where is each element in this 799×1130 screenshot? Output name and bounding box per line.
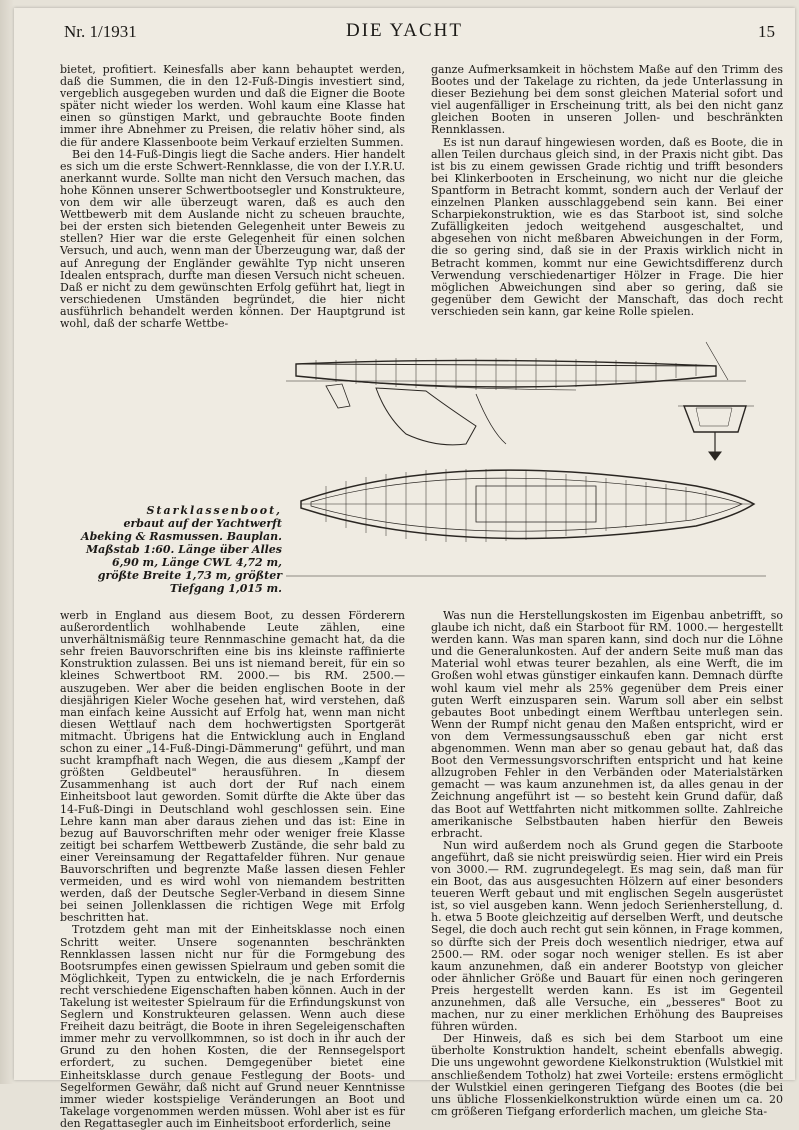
magazine-page — [14, 8, 795, 1130]
column-top-left — [60, 63, 405, 330]
magazine-title: DIE YACHT — [345, 20, 464, 41]
figure-caption — [72, 504, 282, 595]
column-top-right — [431, 64, 783, 336]
paragraph: Nun wird außerdem noch als Grund gegen die Starboote angeführt, daß sie nicht preiswürdig seien. Hier wird ein Preis von 3000.— RM. zugrundegelegt. Es mag sein, daß man für ein Boot, das aus ausgesuchten Hölzern auf einer besonders teueren Werft gebaut und mit englischen Segeln ausgerüstet ist, so viel ausgeben kann. Wenn jedoch Serienherstellung, d. h. etwa 5 Boote gleichzeitig auf derselben Werft, und deutsche Segel, die doch auch recht gut sein können, in Frage kommen, so dürfte sich der Preis doch wesentlich niedriger, etwa auf 2500.— RM. oder sogar noch weniger stellen. Es ist aber kaum anzunehmen, daß ein anderer Bootstyp von gleicher oder ähnlicher Größe und Bauart für einen noch geringeren Preis hergestellt werden kann. Es ist im Gegenteil anzunehmen, daß alle Versuche, ein „besseres" Boot zu machen, nur zu einer merklichen Erhöhung des Baupreises führen würden. — [431, 838, 783, 1034]
caption-title: Starklassenboot, — [146, 504, 282, 517]
paragraph: Trotzdem geht man mit der Einheitsklasse noch einen Schritt weiter. Unsere sogenannten beschränkten Rennklassen lassen nicht nur für die Formgebung des Bootsrumpfes einen gewissen Spielraum und geben somit die Möglichkeit, Typen zu entwickeln, die je nach Erfordernis recht verschiedene Eigenschaften haben können. Auch in der Takelung ist weitester Spielraum für die Erfindungskunst von Seglern und Konstrukteuren gelassen. Wenn auch diese Freiheit dazu beiträgt, die Boote in ihren Segeleigenschaften immer mehr zu vervollkommnen, so ist doch in ihr auch der Grund zu den hohen Kosten, die der Rennsegelsport erfordert, zu suchen. Demgegenüber bietet eine Einheitsklasse durch genaue Festlegung der Boots- und Segelformen Gewähr, daß nicht auf Grund neuer Kenntnisse immer wieder kostspielige Veränderungen an Boot und Takelage vorgenommen werden müssen. Wohl aber ist es für den Regattasegler auch im Einheitsboot erforderlich, seine — [60, 923, 405, 1130]
caption-text: erbaut auf der Yachtwerft Abeking & Rasmussen. Bauplan. Maßstab 1:60. Länge über Alles 6,90 m, Länge CWL 4,72 m, größte Breite 1,73 m, größter Tiefgang 1,015 m. — [81, 517, 282, 595]
issue-number: Nr. 1/1931 — [64, 22, 137, 41]
paragraph: Was nun die Herstellungskosten im Eigenbau anbetrifft, so glaube ich nicht, daß ein Starboot für RM. 1000.— hergestellt werden kann. Was man sparen kann, sind doch nur die Löhne und die Generalunkosten. Auf der andern Seite muß man das Material wohl etwas teurer bezahlen, als eine Werft, die im Großen wohl etwas günstiger einkaufen kann. Demnach dürfte wohl kaum viel mehr als 25% gegenüber dem Preis einer guten Werft einzusparen sein. Warum soll aber ein selbst gebautes Boot unbedingt einem Werftbau unterlegen sein. Wenn der Rumpf nicht genau den Maßen entspricht, wird er von dem Vermessungsausschuß eben gar nicht erst abgenommen. Wenn man aber so genau gebaut hat, daß das Boot den Vermessungsvorschriften entspricht und hat keine allzugroben Fehler in den Verbänden oder Materialstärken gemacht — was kaum anzunehmen ist, da alles genau in der Zeichnung angeführt ist — so besteht kein Grund dafür, daß das Boot auf Wettfahrten nicht mitkommen sollte. Zahlreiche amerikanische Selbstbauten haben hierfür den Beweis erbracht. — [431, 609, 783, 840]
column-bottom-left — [60, 609, 405, 1130]
scan-edge — [0, 0, 14, 1084]
deck-plan-drawing — [286, 469, 766, 576]
paragraph: Es ist nun darauf hingewiesen worden, daß es Boote, die in allen Teilen durchaus gleich sind, in der Praxis nicht gibt. Das ist bis zu einem gewissen Grade richtig und trifft besonders bei Klinkerbooten in Erscheinung, wo nicht nur die gleiche Spantform in Betracht kommt, sondern auch der Verlauf der einzelnen Planken ausschlaggebend sein kann. Bei einer Scharpiekonstruktion, wie es das Starboot ist, sind solche Zufälligkeiten jedoch weitgehend ausgeschaltet, und abgesehen von nicht meßbaren Abweichungen in der Form, die so gering sind, daß sie in der Praxis wirklich nicht in Betracht kommen, kommt nur eine Gewichtsdifferenz durch Verwendung verschiedenartiger Hölzer in Frage. Die hier möglichen Abweichungen sind aber so gering, daß sie gegenüber dem Gewicht der Manschaft, das doch recht verschieden sein kann, gar keine Rolle spielen. — [431, 135, 783, 318]
column-bottom-right — [431, 609, 783, 1118]
cross-section-drawing — [678, 406, 754, 460]
paragraph: ganze Aufmerksamkeit in höchstem Maße auf den Trimm des Bootes und der Takelage zu richten, da jede Unterlassung in dieser Beziehung bei dem sonst gleichen Material sofort und viel augenfälliger in Erscheinung tritt, als bei den nicht ganz gleichen Booten in unseren Jollen- und beschränkten Rennklassen. — [431, 63, 783, 137]
page-number: 15 — [758, 22, 775, 41]
boat-plan-figure — [276, 336, 781, 606]
paragraph: Der Hinweis, daß es sich bei dem Starboot um eine überholte Konstruktion handelt, scheint ebenfalls abwegig. Die uns ungewohnt gewordene Kielkonstruktion (Wulstkiel mit anschließendem Totholz) hat zwei Vorteile: erstens ermöglicht der Wulstkiel einen geringeren Tiefgang des Bootes (die bei uns übliche Flossenkielkonstruktion würde einen um ca. 20 cm größeren Tiefgang erforderlich machen, um gleiche Sta- — [431, 1032, 783, 1118]
side-profile-drawing — [286, 342, 746, 445]
paragraph: werb in England aus diesem Boot, zu dessen Förderern außerordentlich wohlhabende Leute zählen, eine unverhältnismäßig teure Rennmaschine gemacht hat, da die sehr freien Bauvorschriften eine bis ins kleinste raffinierte Konstruktion zulassen. Bei uns ist niemand bereit, für ein so kleines Schwertboot RM. 2000.— bis RM. 2500.— auszugeben. Wer aber die beiden englischen Boote in der diesjährigen Kieler Woche gesehen hat, wird verstehen, daß man einfach keine Aussicht auf Erfolg hat, wenn man nicht diesen Wettlauf nach dem hochwertigsten Sportgerät mitmacht. Übrigens hat die Entwicklung auch in England schon zu einer „14-Fuß-Dingi-Dämmerung" geführt, und man sucht krampfhaft nach Wegen, die aus diesem „Kampf der größten Geldbeutel" herausführen. In diesem Zusammenhang ist auch dort der Ruf nach einem Einheitsboot laut geworden. Somit dürfte die Akte über das 14-Fuß-Dingi in Deutschland wohl geschlossen sein. Eine Lehre kann man aber daraus ziehen und das ist: Eine in bezug auf Bauvorschriften mehr oder weniger freie Klasse zeitigt bei scharfem Wettbewerb Zustände, die sehr bald zu einer Vereinsamung der Regattafelder führen. Nur genaue Bauvorschriften und begrenzte Maße lassen diesen Fehler vermeiden, und es wird wohl von niemandem bestritten werden, daß der Deutsche Segler-Verband in diesem Sinne bei seinen Jollenklassen die richtigen Wege mit Erfolg beschritten hat. — [60, 609, 405, 925]
paragraph: bietet, profitiert. Keinesfalls aber kann behauptet werden, daß die Summen, die in den 12-Fuß-Dingis investiert sind, vergeblich ausgegeben wurden und daß die Eigner die Boote später nicht wieder los werden. Wohl kaum eine Klasse hat einen so günstigen Markt, und gebrauchte Boote finden immer ihre Abnehmer zu Preisen, die relativ höher sind, als die für andere Klassenboote beim Verkauf erzielten Summen. — [60, 63, 405, 149]
boat-plan-drawing — [276, 336, 781, 606]
paragraph: Bei den 14-Fuß-Dingis liegt die Sache anders. Hier handelt es sich um die erste Schwert-Rennklasse, die von der I.Y.R.U. anerkannt wurde. Sollte man nicht den Versuch machen, das hohe Können unserer Schwertbootsegler und Konstrukteure, von dem wir alle überzeugt waren, daß es auch den Wettbewerb mit dem Auslande nicht zu scheuen brauchte, bei der ersten sich bietenden Gelegenheit unter Beweis zu stellen? Hier war die erste Gelegenheit für einen solchen Versuch, und auch, wenn man der Überzeugung war, daß der auf Anregung der Engländer gewählte Typ nicht unseren Idealen entsprach, durfte man diesen Versuch nicht scheuen. Daß er nicht zu dem gewünschten Erfolg geführt hat, liegt in verschiedenen Umständen begründet, die hier nicht ausführlich behandelt werden können. Der Hauptgrund ist wohl, daß der scharfe Wettbe- — [60, 147, 405, 330]
